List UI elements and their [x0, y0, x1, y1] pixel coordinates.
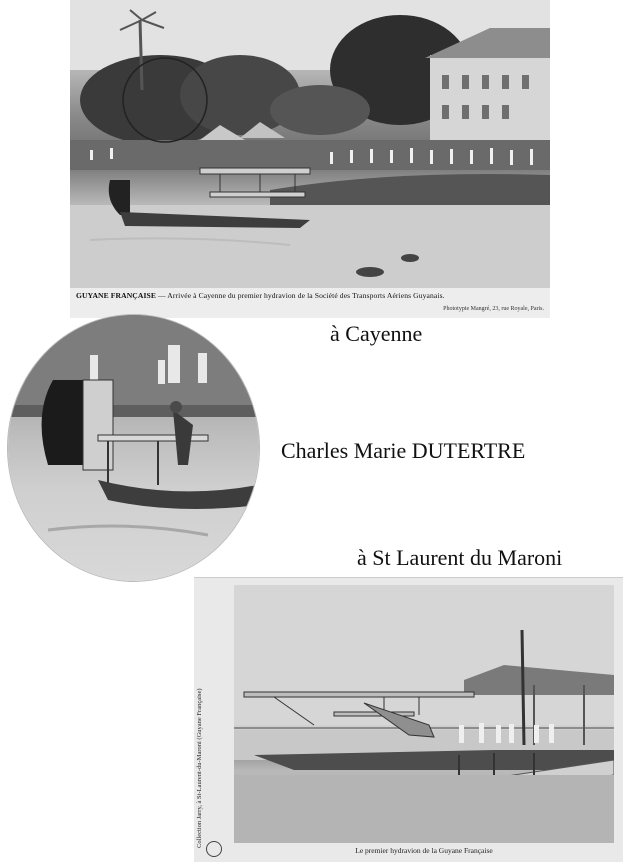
photo-st-laurent-illustration — [234, 585, 614, 843]
label-cayenne: à Cayenne — [330, 321, 423, 346]
postcard-st-laurent-side-caption: Collection Jarry, à St-Laurent-du-Maroni (Guyane Française) — [196, 688, 203, 848]
label-pilot-name: Charles Marie DUTERTRE — [281, 438, 526, 463]
caption-text: — Arrivée à Cayenne du premier hydravion de la Société des Transports Aériens Guyanais. — [156, 291, 445, 300]
photo-cayenne-illustration — [70, 0, 550, 288]
photo-st-laurent-seaplane — [234, 585, 614, 843]
photo-cayenne-seaplane-arrival — [70, 0, 550, 288]
postcard-cayenne-credit: Phototypie Mangré, 23, rue Royale, Paris. — [443, 306, 544, 312]
caption-region: GUYANE FRANÇAISE — [76, 291, 157, 300]
publisher-seal-icon — [206, 841, 222, 857]
oval-zoom-illustration — [8, 315, 259, 581]
postcard-cayenne — [70, 0, 550, 318]
postcard-cayenne-caption — [76, 291, 546, 300]
label-st-laurent: à St Laurent du Maroni — [357, 545, 563, 570]
oval-zoom-pilot — [8, 315, 259, 581]
postcard-st-laurent — [194, 577, 623, 862]
postcard-st-laurent-caption: Le premier hydravion de la Guyane Française — [355, 846, 493, 855]
